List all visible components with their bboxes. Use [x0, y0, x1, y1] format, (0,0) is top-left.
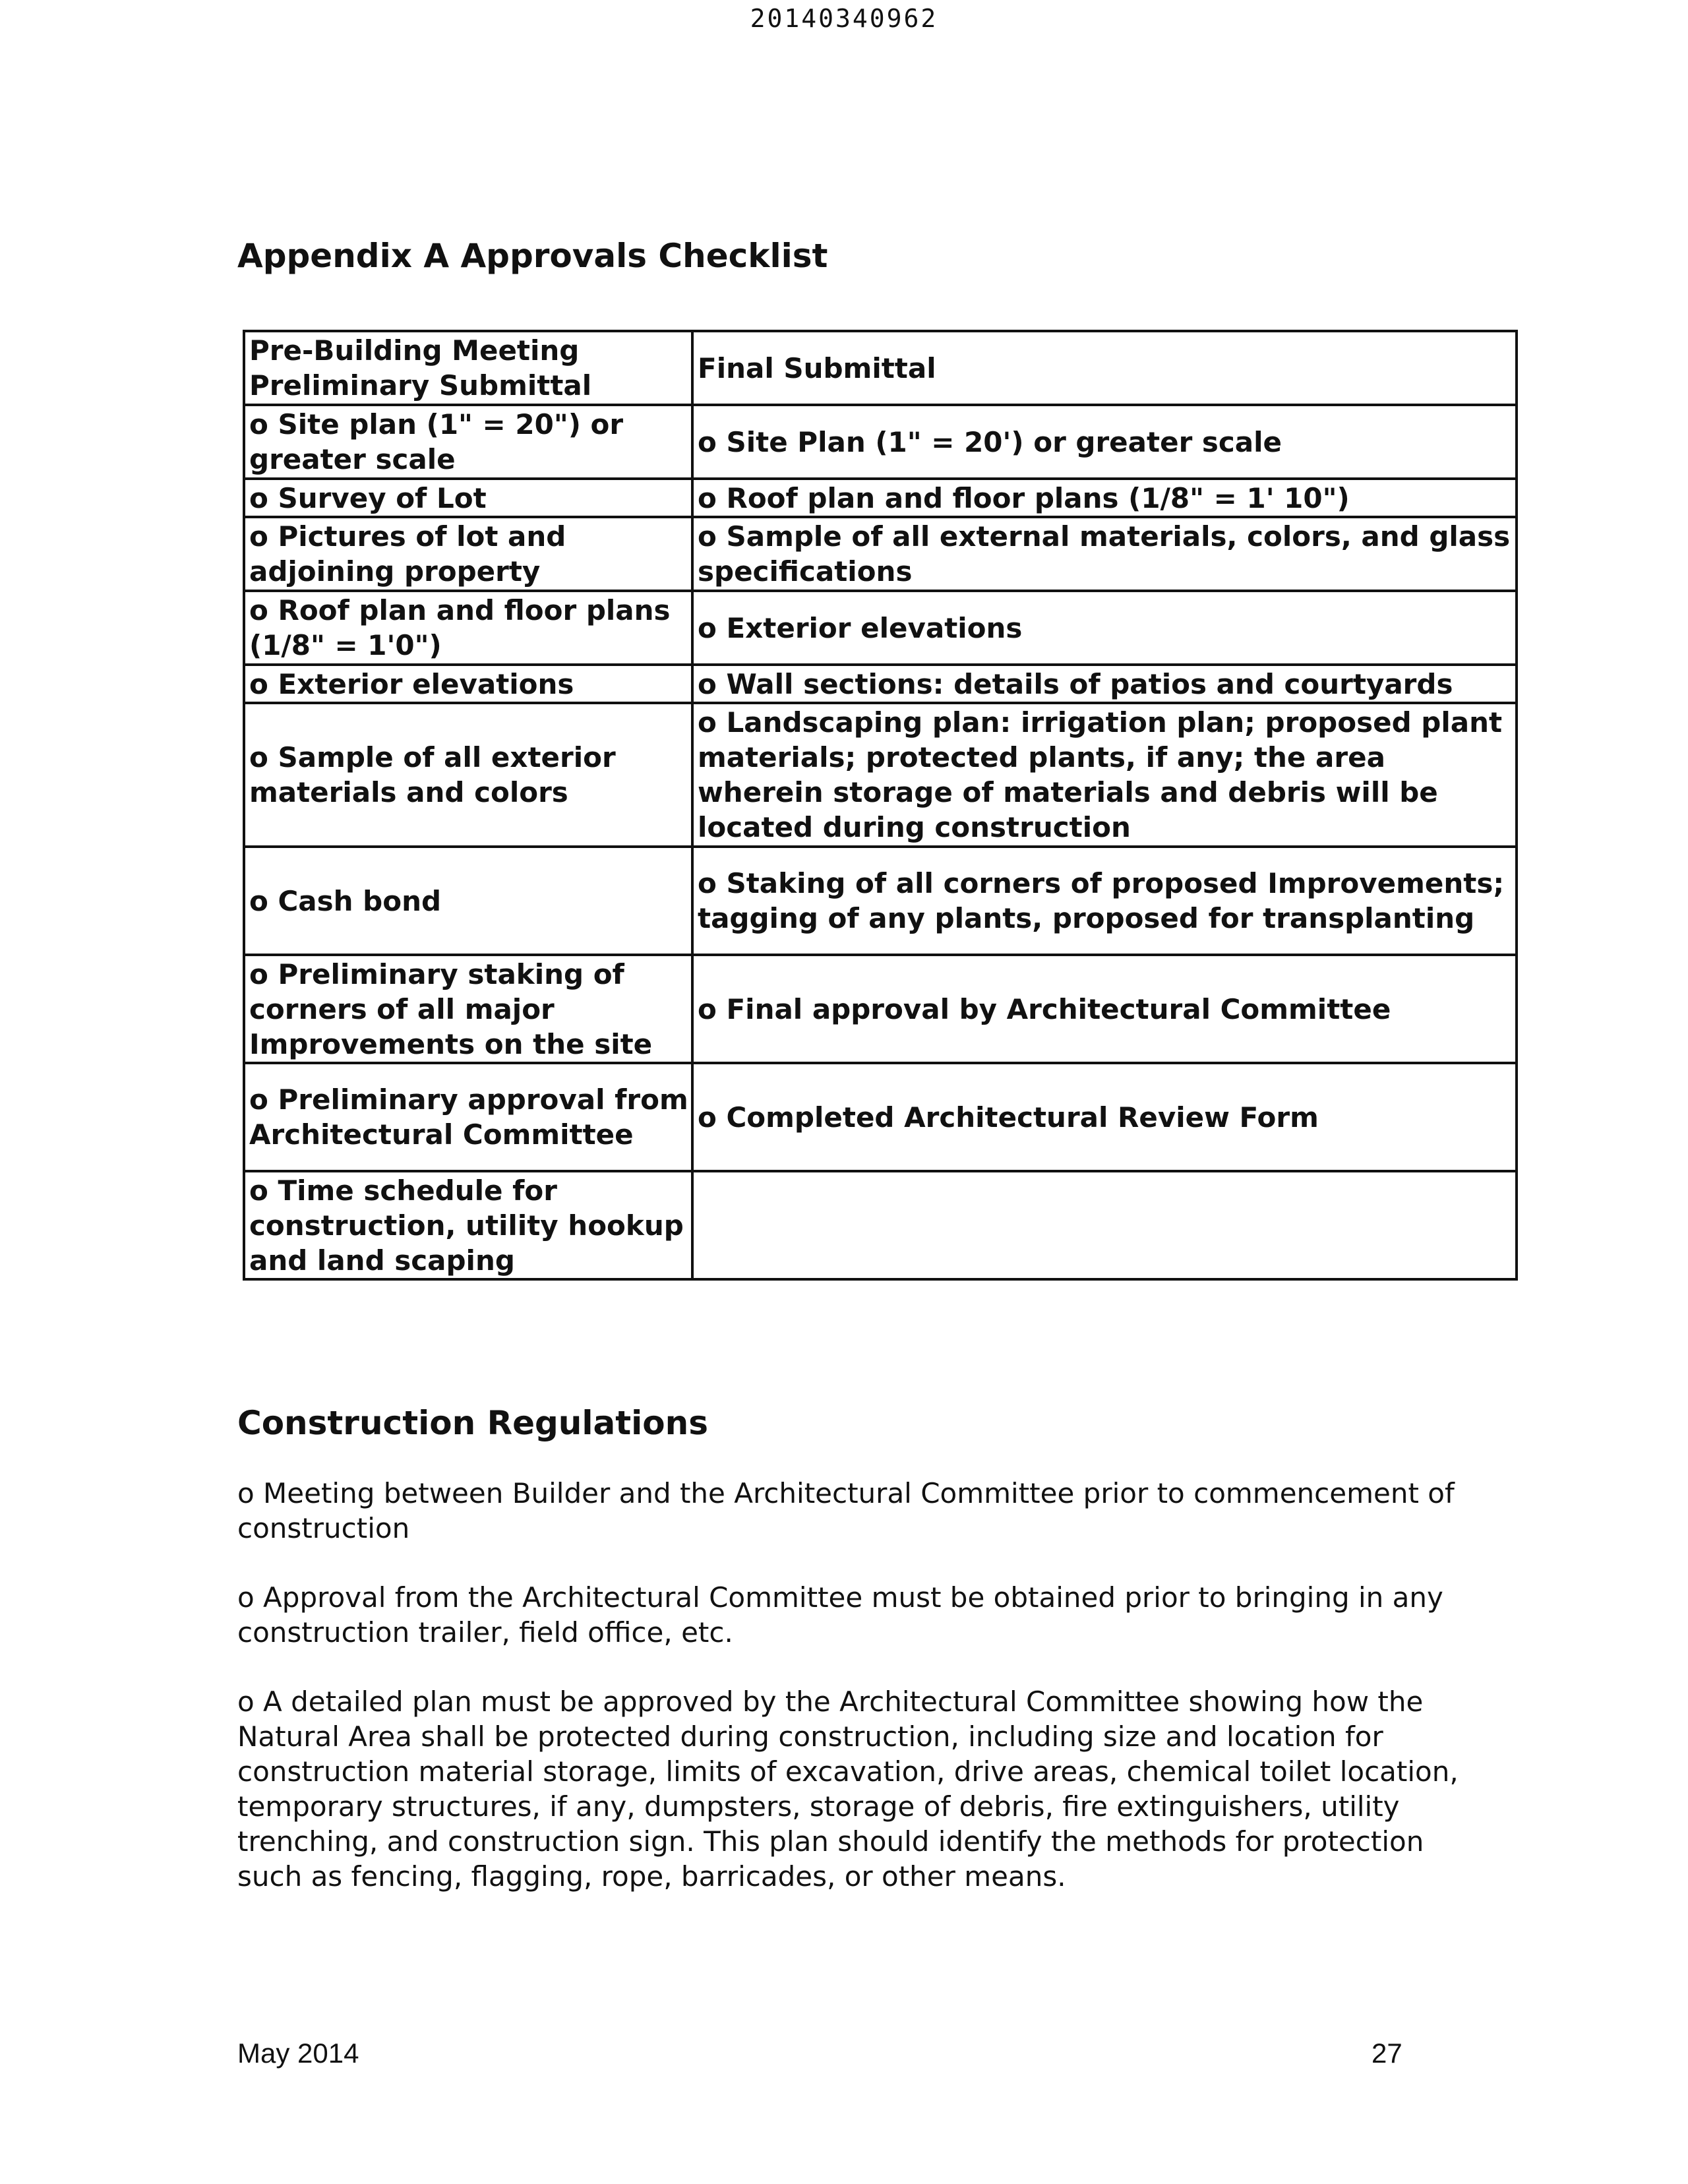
document-number: 20140340962 — [750, 4, 938, 33]
preliminary-item: o Cash bond — [244, 847, 692, 955]
final-item: o Completed Architectural Review Form — [692, 1063, 1517, 1171]
table-row — [244, 1063, 1517, 1171]
table-row — [244, 955, 1517, 1063]
table-header-row — [244, 331, 1517, 405]
final-item: o Sample of all external materials, colors, and glass specifications — [692, 517, 1517, 591]
table-row — [244, 665, 1517, 703]
header-final-submittal: Final Submittal — [692, 331, 1517, 405]
preliminary-item: o Time schedule for construction, utility hookup and land scaping — [244, 1171, 692, 1279]
page-number: 27 — [1372, 2038, 1402, 2069]
preliminary-item: o Preliminary staking of corners of all major Improvements on the site — [244, 955, 692, 1063]
table-row — [244, 405, 1517, 479]
header-preliminary-submittal: Pre-Building Meeting Preliminary Submittal — [244, 331, 692, 405]
table-row — [244, 847, 1517, 955]
table-row — [244, 1171, 1517, 1279]
final-item: o Site Plan (1" = 20') or greater scale — [692, 405, 1517, 479]
construction-regulations-heading: Construction Regulations — [237, 1404, 709, 1442]
final-item: o Exterior elevations — [692, 591, 1517, 665]
final-item: o Landscaping plan: irrigation plan; proposed plant materials; protected plants, if any; the area wherein storage of materials and debris will be located during construction — [692, 703, 1517, 847]
table-row — [244, 703, 1517, 847]
footer-date: May 2014 — [237, 2038, 359, 2069]
preliminary-item: o Exterior elevations — [244, 665, 692, 703]
preliminary-item: o Survey of Lot — [244, 479, 692, 517]
regulation-item: o Approval from the Architectural Committee must be obtained prior to bringing in any construction trailer, field office, etc. — [237, 1581, 1443, 1649]
final-item: o Wall sections: details of patios and courtyards — [692, 665, 1517, 703]
preliminary-item: o Roof plan and floor plans (1/8" = 1'0") — [244, 591, 692, 665]
construction-regulations-list — [237, 1476, 1464, 1928]
preliminary-item: o Site plan (1" = 20") or greater scale — [244, 405, 692, 479]
regulation-item: o A detailed plan must be approved by the Architectural Committee showing how the Natural Area shall be protected during construction, including size and location for construction material storage, limits of excavation, drive areas, chemical toilet location, temporary structures, if any, dumpsters, storage of debris, fire extinguishers, utility trenching, and construction sign. This plan should identify the methods for protection such as fencing, flagging, rope, barricades, or other means. — [237, 1685, 1459, 1893]
table-row — [244, 591, 1517, 665]
preliminary-item: o Preliminary approval from Architectural Committee — [244, 1063, 692, 1171]
appendix-heading: Appendix A Approvals Checklist — [237, 237, 828, 275]
final-item: o Staking of all corners of proposed Improvements; tagging of any plants, proposed for transplanting — [692, 847, 1517, 955]
preliminary-item: o Pictures of lot and adjoining property — [244, 517, 692, 591]
regulation-item: o Meeting between Builder and the Architectural Committee prior to commencement of construction — [237, 1477, 1455, 1544]
approvals-checklist-table — [243, 330, 1518, 1281]
final-item-empty — [692, 1171, 1517, 1279]
preliminary-item: o Sample of all exterior materials and colors — [244, 703, 692, 847]
table-row — [244, 517, 1517, 591]
final-item: o Final approval by Architectural Committee — [692, 955, 1517, 1063]
table-row — [244, 479, 1517, 517]
final-item: o Roof plan and floor plans (1/8" = 1' 10") — [692, 479, 1517, 517]
